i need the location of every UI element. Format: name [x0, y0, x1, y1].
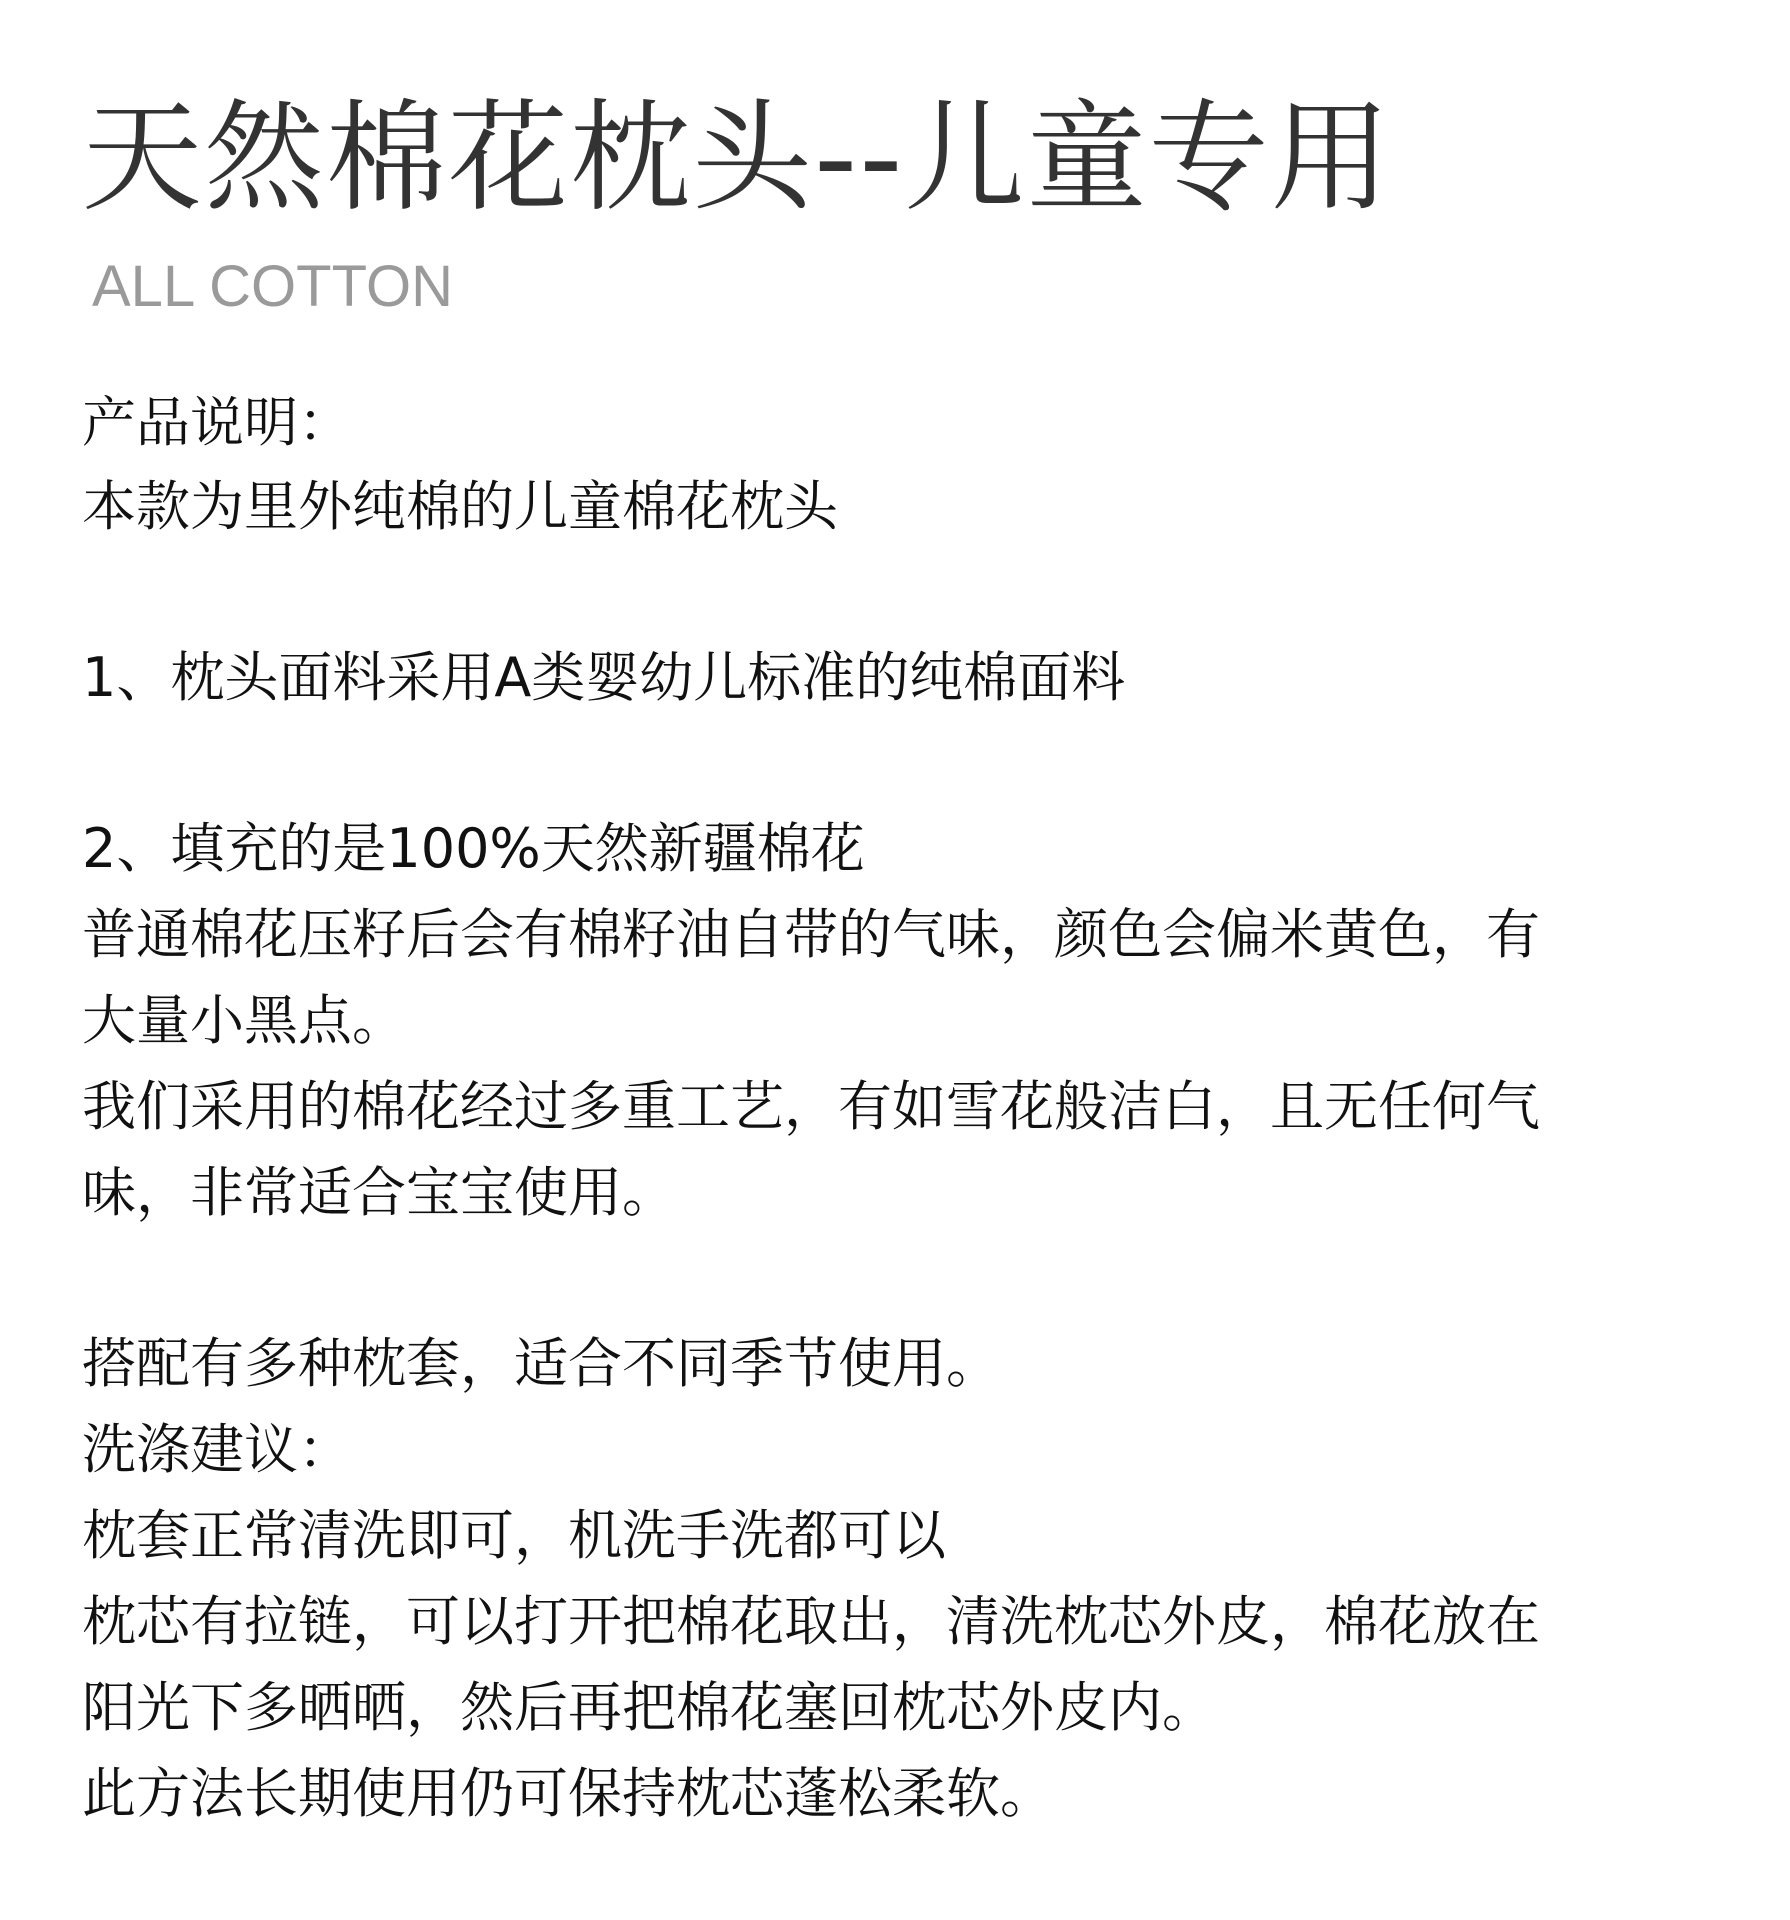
feature-detail-line: 普通棉花压籽后会有棉籽油自带的气味，颜色会偏米黄色，有 [82, 903, 1540, 966]
washing-instruction-line: 阳光下多晒晒，然后再把棉花塞回枕芯外皮内。 [82, 1676, 1216, 1739]
page-subtitle: ALL COTTON [92, 254, 453, 319]
section-heading-product-description: 产品说明： [82, 391, 352, 454]
pillowcase-note: 搭配有多种枕套，适合不同季节使用。 [82, 1332, 1000, 1395]
feature-detail-line: 大量小黑点。 [82, 989, 406, 1052]
feature-detail-line: 我们采用的棉花经过多重工艺，有如雪花般洁白，且无任何气 [82, 1075, 1540, 1138]
washing-instruction-line: 此方法长期使用仍可保持枕芯蓬松柔软。 [82, 1762, 1054, 1825]
feature-item-2: 2、填充的是100%天然新疆棉花 [82, 817, 865, 880]
feature-detail-line: 味，非常适合宝宝使用。 [82, 1161, 676, 1224]
product-intro-line: 本款为里外纯棉的儿童棉花枕头 [82, 475, 838, 538]
washing-instruction-line: 枕芯有拉链，可以打开把棉花取出，清洗枕芯外皮，棉花放在 [82, 1590, 1540, 1653]
page-title: 天然棉花枕头--儿童专用 [82, 89, 1393, 228]
feature-item-1: 1、枕头面料采用A类婴幼儿标准的纯棉面料 [82, 646, 1126, 709]
washing-instruction-line: 枕套正常清洗即可，机洗手洗都可以 [82, 1504, 946, 1567]
section-heading-washing: 洗涤建议： [82, 1418, 352, 1481]
